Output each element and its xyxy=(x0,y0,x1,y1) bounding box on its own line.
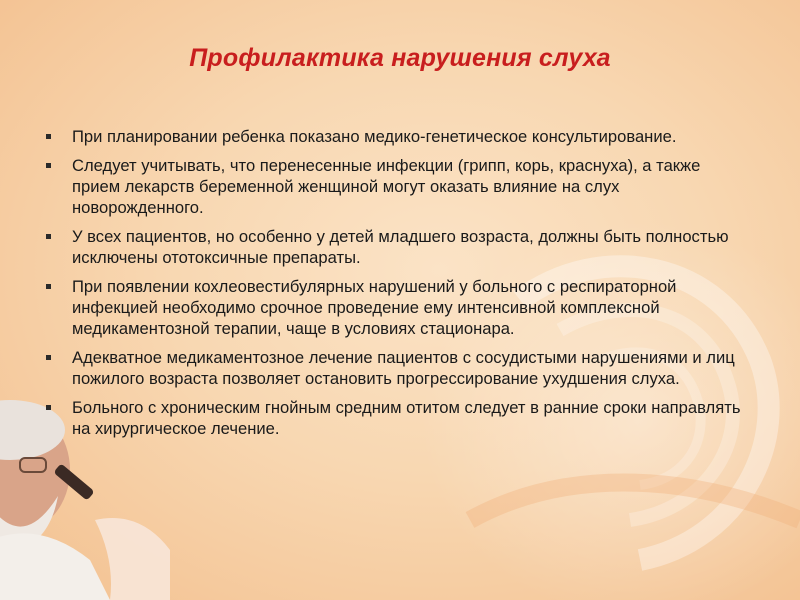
square-bullet-icon xyxy=(46,284,51,289)
square-bullet-icon xyxy=(46,355,51,360)
bullet-item xyxy=(44,126,744,147)
bullet-item xyxy=(44,155,744,218)
bullet-text: При появлении кохлеовестибулярных нарушений у больного с респираторной инфекцией необходимо срочное проведение ему интенсивной комплексной медикаментозной терапии, чаще в условиях стационара. xyxy=(72,277,677,338)
bullet-text: Адекватное медикаментозное лечение пациентов с сосудистыми нарушениями и лиц пожилого возраста позволяет остановить прогрессирование ухудшения слуха. xyxy=(72,348,735,388)
slide-title: Профилактика нарушения слуха xyxy=(189,44,611,72)
bullet-item xyxy=(44,226,744,268)
bullet-text: Следует учитывать, что перенесенные инфекции (грипп, корь, краснуха), а также прием лекарств беременной женщиной могут оказать влияние на слух новорожденного. xyxy=(72,156,701,217)
square-bullet-icon xyxy=(46,405,51,410)
bullet-list xyxy=(44,126,744,447)
bullet-item xyxy=(44,347,744,389)
square-bullet-icon xyxy=(46,134,51,139)
square-bullet-icon xyxy=(46,234,51,239)
bullet-item xyxy=(44,397,744,439)
bullet-text: Больного с хроническим гнойным средним отитом следует в ранние сроки направлять на хирургическое лечение. xyxy=(72,398,741,438)
bullet-text: У всех пациентов, но особенно у детей младшего возраста, должны быть полностью исключены ототоксичные препараты. xyxy=(72,227,729,267)
square-bullet-icon xyxy=(46,163,51,168)
bullet-item xyxy=(44,276,744,339)
bullet-text: При планировании ребенка показано медико-генетическое консультирование. xyxy=(72,127,677,146)
